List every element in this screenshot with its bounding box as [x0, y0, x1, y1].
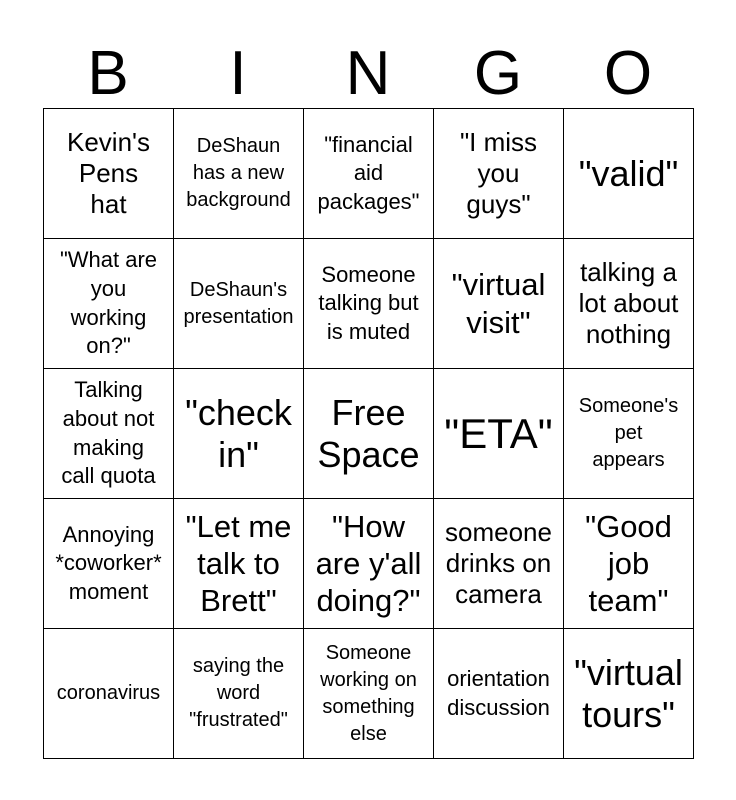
bingo-cell-r4c2[interactable] — [174, 499, 304, 629]
cell-text: Kevin's Pens hat — [66, 126, 150, 220]
bingo-cell-r2c4[interactable] — [434, 239, 564, 369]
bingo-cell-r3c2[interactable] — [174, 369, 304, 499]
bingo-cell-r2c2[interactable] — [174, 239, 304, 369]
bingo-cell-r2c3[interactable] — [304, 239, 434, 369]
bingo-cell-r1c2[interactable] — [174, 109, 304, 239]
header-letter-n: N — [345, 39, 391, 108]
bingo-cell-r1c4[interactable] — [434, 109, 564, 239]
bingo-cell-r1c5[interactable] — [564, 109, 694, 239]
cell-text: Annoying *coworker* moment — [55, 521, 162, 604]
bingo-cell-r5c4[interactable] — [434, 629, 564, 759]
bingo-cell-r4c5[interactable] — [564, 499, 694, 629]
cell-text: Someone's pet appears — [578, 395, 679, 471]
cell-text: "financial aid packages" — [317, 131, 420, 214]
bingo-cell-r3c1[interactable] — [44, 369, 174, 499]
cell-text: coronavirus — [56, 682, 161, 704]
bingo-cell-r5c5[interactable] — [564, 629, 694, 759]
cell-text: Free Space — [317, 392, 420, 475]
cell-text: "Good job team" — [585, 508, 672, 619]
cell-text: Talking about not making call quota — [61, 377, 156, 489]
bingo-cell-r3c3[interactable] — [304, 369, 434, 499]
cell-text: DeShaun has a new background — [186, 135, 291, 211]
cell-text: "virtual visit" — [451, 267, 546, 340]
header-letter-g: G — [473, 39, 523, 108]
cell-text: "What are you working on?" — [59, 247, 158, 359]
cell-text: "Let me talk to Brett" — [185, 508, 292, 619]
bingo-cell-r3c4[interactable] — [434, 369, 564, 499]
cell-text: "virtual tours" — [574, 652, 683, 735]
cell-text: talking a lot about nothing — [578, 256, 679, 350]
bingo-grid — [43, 108, 694, 759]
header-letter-o: O — [603, 39, 653, 108]
cell-text: "I miss you guys" — [459, 126, 538, 220]
bingo-cell-r2c1[interactable] — [44, 239, 174, 369]
cell-text: "check in" — [185, 392, 292, 475]
bingo-cell-r1c1[interactable] — [44, 109, 174, 239]
header-letter-i: I — [229, 39, 247, 108]
cell-text: "ETA" — [444, 409, 553, 457]
bingo-cell-r3c5[interactable] — [564, 369, 694, 499]
bingo-cell-r5c2[interactable] — [174, 629, 304, 759]
cell-text: someone drinks on camera — [445, 516, 552, 610]
bingo-header — [43, 40, 693, 108]
bingo-cell-r4c3[interactable] — [304, 499, 434, 629]
bingo-cell-r5c3[interactable] — [304, 629, 434, 759]
header-letter-b: B — [87, 39, 129, 108]
cell-text: "How are y'all doing?" — [315, 508, 422, 619]
cell-text: Someone talking but is muted — [318, 261, 419, 344]
cell-text: "valid" — [578, 152, 679, 194]
bingo-cell-r1c3[interactable] — [304, 109, 434, 239]
bingo-cell-r2c5[interactable] — [564, 239, 694, 369]
bingo-cell-r4c1[interactable] — [44, 499, 174, 629]
bingo-cell-r4c4[interactable] — [434, 499, 564, 629]
cell-text: Someone working on something else — [320, 641, 417, 745]
bingo-cell-r5c1[interactable] — [44, 629, 174, 759]
cell-text: saying the word "frustrated" — [189, 655, 288, 731]
cell-text: DeShaun's presentation — [183, 278, 294, 328]
cell-text: orientation discussion — [447, 665, 550, 720]
